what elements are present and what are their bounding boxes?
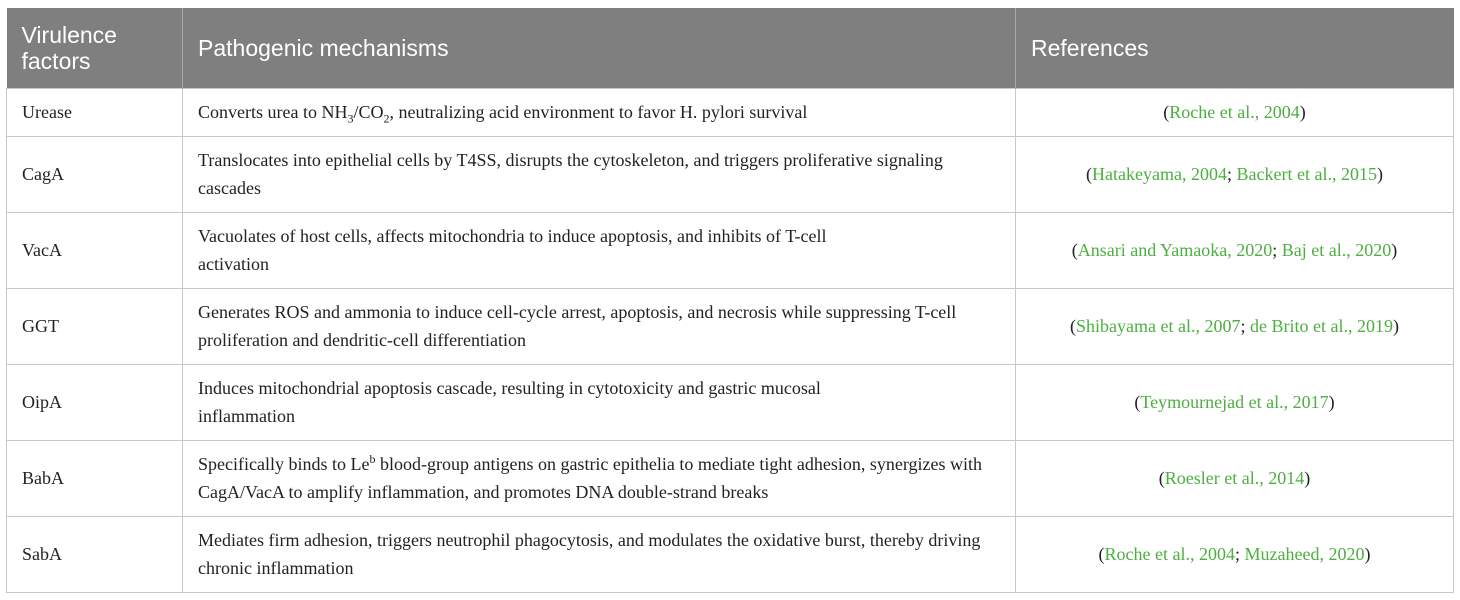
open-paren: (: [1070, 316, 1077, 336]
close-paren: ): [1376, 164, 1383, 184]
mechanism-cell: [183, 88, 1016, 136]
mechanism-text: /CO: [353, 102, 384, 122]
mechanism-cell: Generates ROS and ammonia to induce cell-cycle arrest, apoptosis, and necrosis while suppressing T-cell proliferation and dendritic-cell differentiation: [183, 288, 1016, 364]
mechanism-cell: Induces mitochondrial apoptosis cascade, resulting in cytotoxicity and gastric mucosal inflammation: [183, 364, 1016, 440]
mechanism-cell: [183, 440, 1016, 516]
header-pathogenic-mechanisms: Pathogenic mechanisms: [183, 8, 1016, 88]
citation-separator: ;: [1240, 316, 1250, 336]
close-paren: ): [1299, 102, 1306, 122]
citation-link[interactable]: Roesler et al., 2014: [1164, 468, 1305, 488]
close-paren: ): [1328, 392, 1335, 412]
open-paren: (: [1158, 468, 1165, 488]
table-header-row: [7, 8, 1454, 88]
references-cell: [1016, 288, 1454, 364]
header-virulence-factors: Virulence factors: [7, 8, 183, 88]
header-references: References: [1016, 8, 1454, 88]
mechanism-cell: Mediates firm adhesion, triggers neutrophil phagocytosis, and modulates the oxidative burst, thereby driving chronic inflammation: [183, 516, 1016, 592]
citation-separator: ;: [1272, 240, 1282, 260]
close-paren: ): [1391, 240, 1398, 260]
references-cell: [1016, 212, 1454, 288]
close-paren: ): [1364, 544, 1371, 564]
table-row-urease: [7, 88, 1454, 136]
close-paren: ): [1304, 468, 1311, 488]
references-cell: [1016, 88, 1454, 136]
citation-link[interactable]: Roche et al., 2004: [1169, 102, 1300, 122]
subscript-2: 2: [383, 111, 390, 126]
citation-link[interactable]: Shibayama et al., 2007: [1076, 316, 1241, 336]
citation-separator: ;: [1226, 164, 1237, 184]
open-paren: (: [1071, 240, 1078, 260]
table-row-saba: [7, 516, 1454, 592]
close-paren: ): [1392, 316, 1399, 336]
citation-link[interactable]: Backert et al., 2015: [1236, 164, 1377, 184]
mechanism-cell: Translocates into epithelial cells by T4SS, disrupts the cytoskeleton, and triggers proliferative signaling cascades: [183, 136, 1016, 212]
factor-cell: SabA: [7, 516, 183, 592]
factor-cell: Urease: [7, 88, 183, 136]
open-paren: (: [1098, 544, 1105, 564]
citation-link[interactable]: Baj et al., 2020: [1281, 240, 1392, 260]
references-cell: [1016, 136, 1454, 212]
virulence-factors-table-wrapper: [6, 8, 1453, 593]
citation-separator: ;: [1234, 544, 1245, 564]
citation-link[interactable]: Roche et al., 2004: [1104, 544, 1235, 564]
citation-link[interactable]: Muzaheed, 2020: [1244, 544, 1365, 564]
mechanism-text: blood-group antigens on gastric epithelia to mediate tight adhesion, synergizes with CagA/VacA to amplify inflammation, and promotes DNA double-strand breaks: [198, 454, 983, 502]
mechanism-cell: Vacuolates of host cells, affects mitochondria to induce apoptosis, and inhibits of T-cell activation: [183, 212, 1016, 288]
table-row-vaca: [7, 212, 1454, 288]
table-row-caga: [7, 136, 1454, 212]
references-cell: [1016, 516, 1454, 592]
mechanism-text: Specifically binds to Le: [198, 454, 370, 474]
factor-cell: OipA: [7, 364, 183, 440]
citation-link[interactable]: Hatakeyama, 2004: [1092, 164, 1227, 184]
subscript-3: 3: [347, 111, 354, 126]
open-paren: (: [1134, 392, 1141, 412]
superscript-b: b: [369, 452, 376, 466]
open-paren: (: [1163, 102, 1170, 122]
factor-cell: CagA: [7, 136, 183, 212]
factor-cell: VacA: [7, 212, 183, 288]
factor-cell: BabA: [7, 440, 183, 516]
citation-link[interactable]: Teymournejad et al., 2017: [1140, 392, 1329, 412]
references-cell: [1016, 364, 1454, 440]
mechanism-text: Converts urea to NH: [198, 102, 348, 122]
citation-link[interactable]: Ansari and Yamaoka, 2020: [1077, 240, 1273, 260]
references-cell: [1016, 440, 1454, 516]
factor-cell: GGT: [7, 288, 183, 364]
mechanism-text: , neutralizing acid environment to favor H. pylori survival: [389, 102, 808, 122]
citation-link[interactable]: de Brito et al., 2019: [1250, 316, 1393, 336]
table-row-baba: [7, 440, 1454, 516]
table-row-ggt: [7, 288, 1454, 364]
open-paren: (: [1086, 164, 1093, 184]
table-row-oipa: [7, 364, 1454, 440]
virulence-factors-table: [6, 8, 1454, 593]
